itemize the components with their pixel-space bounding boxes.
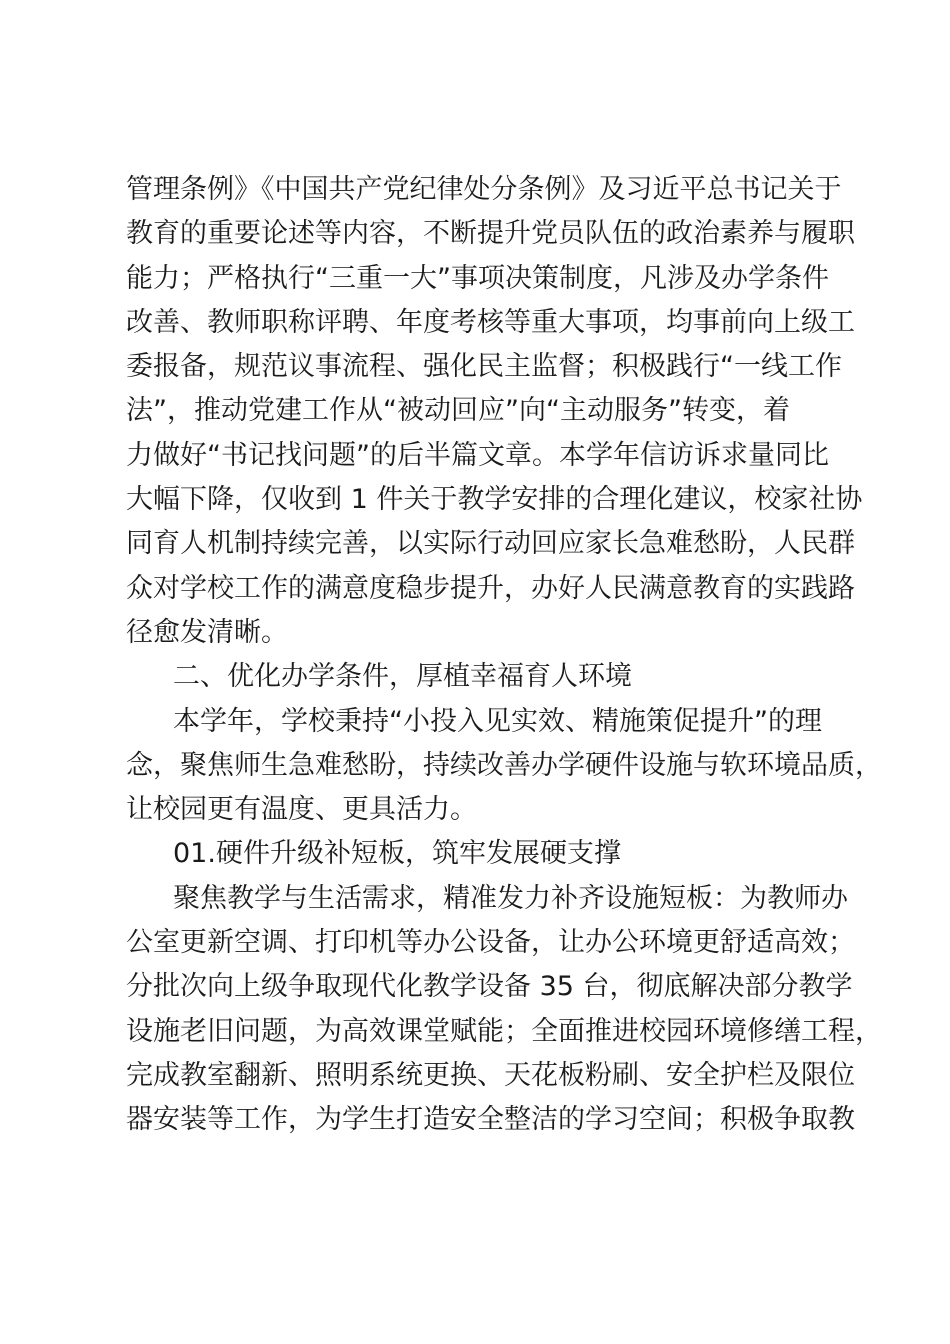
paragraph-start-line: 聚焦教学与生活需求，精准发力补齐设施短板：为教师办	[173, 882, 848, 914]
subsection-heading: 01.硬件升级补短板，筑牢发展硬支撑	[173, 838, 621, 870]
body-line: 完成教室翻新、照明系统更换、天花板粉刷、安全护栏及限位	[126, 1059, 855, 1091]
body-line: 分批次向上级争取现代化教学设备 35 台，彻底解决部分教学	[126, 971, 853, 1003]
paragraph-start-line: 本学年，学校秉持“小投入见实效、精施策促提升”的理	[173, 705, 822, 737]
body-line: 能力；严格执行“三重一大”事项决策制度，凡涉及办学条件	[126, 262, 829, 294]
body-line: 力做好“书记找问题”的后半篇文章。本学年信访诉求量同比	[126, 439, 829, 471]
body-line: 委报备，规范议事流程、强化民主监督；积极践行“一线工作	[126, 351, 842, 383]
body-line: 器安装等工作，为学生打造安全整洁的学习空间；积极争取教	[126, 1104, 855, 1136]
section-heading: 二、优化办学条件，厚植幸福育人环境	[173, 661, 632, 693]
body-line: 教育的重要论述等内容，不断提升党员队伍的政治素养与履职	[126, 218, 855, 250]
body-line: 大幅下降，仅收到 1 件关于教学安排的合理化建议，校家社协	[126, 484, 863, 516]
body-line: 管理条例》《中国共产党纪律处分条例》及习近平总书记关于	[126, 174, 842, 205]
body-line: 公室更新空调、打印机等办公设备，让办公环境更舒适高效；	[126, 927, 855, 959]
body-line: 同育人机制持续完善，以实际行动回应家长急难愁盼，人民群	[126, 528, 855, 560]
body-line: 径愈发清晰。	[126, 616, 288, 648]
body-line: 法”，推动党建工作从“被动回应”向“主动服务”转变，着	[126, 395, 790, 427]
body-line: 念，聚焦师生急难愁盼，持续改善办学硬件设施与软环境品质，	[126, 749, 882, 781]
document-body	[126, 168, 882, 1143]
body-line: 让校园更有温度、更具活力。	[126, 794, 477, 826]
body-line: 众对学校工作的满意度稳步提升，办好人民满意教育的实践路	[126, 572, 855, 604]
body-line: 改善、教师职称评聘、年度考核等重大事项，均事前向上级工	[126, 306, 855, 338]
body-line: 设施老旧问题，为高效课堂赋能；全面推进校园环境修缮工程，	[126, 1015, 882, 1047]
